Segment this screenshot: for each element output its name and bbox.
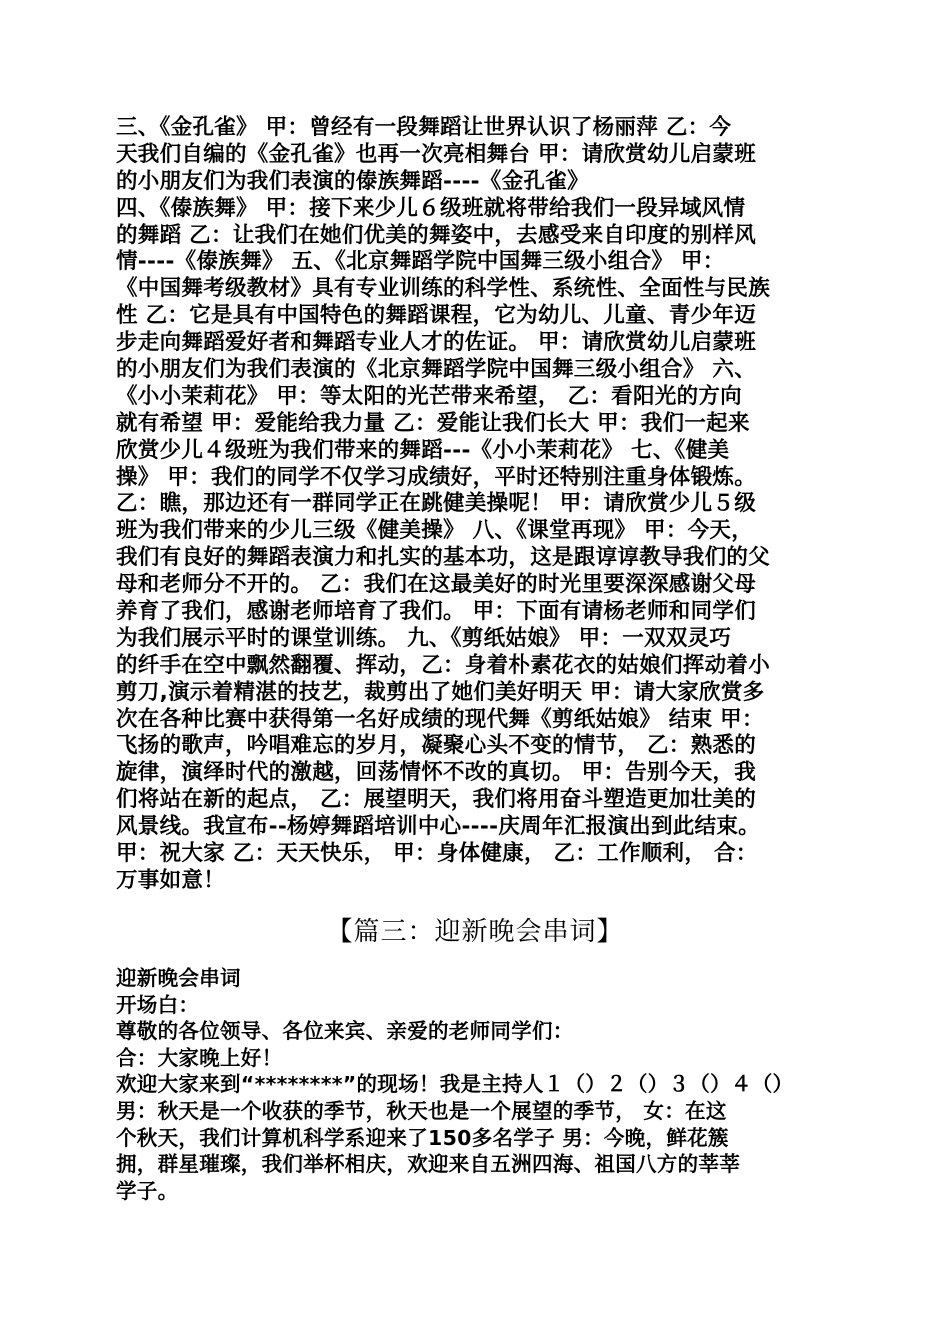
text-line: 个秋天，我们计算机科学系迎来了150多名学子 男：今晚，鲜花簇 bbox=[116, 1125, 729, 1150]
section-heading: 【篇三：迎新晚会串词】 bbox=[326, 917, 624, 947]
text-line: 欢迎大家来到“********”的现场！我是主持人１（）２（）３（）４（） bbox=[116, 1072, 794, 1097]
text-line: 尊敬的各位领导、各位来宾、亲爱的老师同学们： bbox=[116, 1019, 574, 1044]
text-line: 欣赏少儿４级班为我们带来的舞蹈---《小小茉莉花》 七、《健美 bbox=[116, 437, 730, 463]
text-line: 次在各种比赛中获得第一名好成绩的现代舞《剪纸姑娘》 结束 甲： bbox=[116, 706, 764, 732]
text-line: 迎新晚会串词 bbox=[116, 966, 241, 990]
text-line: 的舞蹈 乙：让我们在她们优美的舞姿中，去感受来自印度的别样风 bbox=[116, 222, 756, 248]
text-line: 风景线。我宣布--杨婷舞蹈培训中心----庆周年汇报演出到此结束。 bbox=[116, 814, 760, 840]
text-line: 班为我们带来的少儿三级《健美操》 八、《课堂再现》 甲：今天， bbox=[116, 518, 754, 544]
text-line: 我们有良好的舞蹈表演力和扎实的基本功，这是跟谆谆教导我们的父 bbox=[116, 545, 771, 571]
text-line: 母和老师分不开的。 乙：我们在这最美好的时光里要深深感谢父母 bbox=[116, 572, 756, 598]
text-line: 步走向舞蹈爱好者和舞蹈专业人才的佐证。 甲：请欣赏幼儿启蒙班 bbox=[116, 330, 756, 356]
text-line: 操》 甲：我们的同学不仅学习成绩好，平时还特别注重身体锻炼。 bbox=[116, 464, 756, 490]
text-line: 就有希望 甲：爱能给我力量 乙：爱能让我们长大 甲：我们一起来 bbox=[116, 410, 750, 436]
text-line: 为我们展示平时的课堂训练。 九、《剪纸姑娘》 甲：一双双灵巧 bbox=[116, 625, 732, 651]
text-line: 的小朋友们为我们表演的《北京舞蹈学院中国舞三级小组合》 六、 bbox=[116, 357, 756, 383]
program-script-text bbox=[116, 115, 836, 895]
text-line: 的小朋友们为我们表演的傣族舞蹈----《金孔雀》 bbox=[116, 168, 589, 194]
welcome-party-script-text bbox=[116, 965, 836, 1204]
text-line: 万事如意！ bbox=[116, 867, 226, 893]
text-line: 乙：瞧，那边还有一群同学正在跳健美操呢！ 甲：请欣赏少儿５级 bbox=[116, 491, 756, 517]
text-line: 学子。 bbox=[116, 1178, 179, 1203]
text-line: 四、《傣族舞》 甲：接下来少儿６级班就将带给我们一段异域风情 bbox=[116, 195, 746, 221]
text-line: 三、《金孔雀》 甲：曾经有一段舞蹈让世界认识了杨丽萍 乙：今 bbox=[116, 115, 732, 140]
text-line: 《小小茉莉花》 甲：等太阳的光芒带来希望， 乙：看阳光的方向 bbox=[116, 383, 742, 409]
text-line: 《中国舞考级教材》具有专业训练的科学性、系统性、全面性与民族 bbox=[116, 276, 771, 302]
text-line: 性 乙：它是具有中国特色的舞蹈课程，它为幼儿、儿童、青少年迈 bbox=[116, 303, 756, 329]
text-line: 飞扬的歌声，吟唱难忘的岁月，凝聚心头不变的情节， 乙：熟悉的 bbox=[116, 733, 756, 759]
text-line: 合：大家晚上好！ bbox=[116, 1045, 283, 1070]
text-line: 开场白： bbox=[116, 992, 200, 1017]
text-line: 拥，群星璀璨，我们举杯相庆，欢迎来自五洲四海、祖国八方的莘莘 bbox=[116, 1152, 740, 1177]
text-line: 养育了我们，感谢老师培育了我们。 甲：下面有请杨老师和同学们 bbox=[116, 599, 756, 625]
text-line: 们将站在新的起点， 乙：展望明天，我们将用奋斗塑造更加壮美的 bbox=[116, 787, 756, 813]
text-line: 的纤手在空中飘然翻覆、挥动，乙：身着朴素花衣的姑娘们挥动着小 bbox=[116, 652, 771, 678]
text-line: 旋律，演绎时代的激越，回荡情怀不改的真切。 甲：告别今天，我 bbox=[116, 760, 756, 786]
text-line: 甲：祝大家 乙：天天快乐， 甲：身体健康， 乙：工作顺利， 合： bbox=[116, 841, 758, 867]
text-line: 男：秋天是一个收获的季节，秋天也是一个展望的季节， 女：在这 bbox=[116, 1098, 727, 1123]
text-line: 情----《傣族舞》 五、《北京舞蹈学院中国舞三级小组合》 甲： bbox=[116, 249, 725, 275]
text-line: 天我们自编的《金孔雀》也再一次亮相舞台 甲：请欣赏幼儿启蒙班 bbox=[116, 141, 756, 167]
text-line: 剪刀,演示着精湛的技艺，裁剪出了她们美好明天 甲：请大家欣赏多 bbox=[116, 679, 765, 705]
